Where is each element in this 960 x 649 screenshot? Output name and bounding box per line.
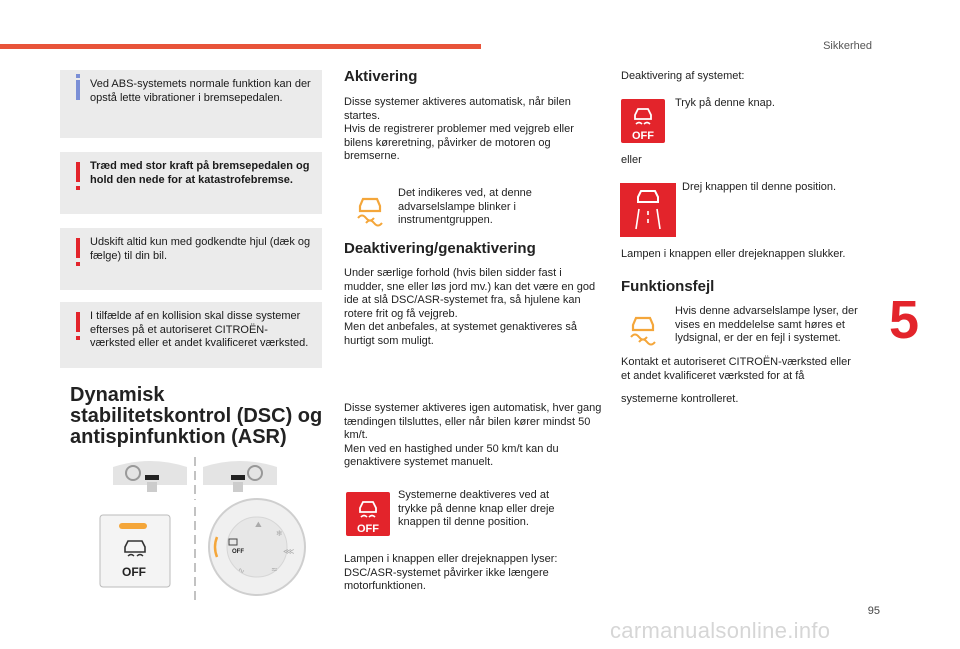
dashboard-steering-wheel-icon	[203, 461, 277, 492]
deaktivering-text: Under særlige forhold (hvis bilen sidder fast i mudder, sne eller løs jord mv.) kan det være en god ide at slå DSC/ASR-systemet fra, så hjulene kan rotere frit og få vejgreb. Men det anbefales, at systemet genaktiveres så hurtigt som muligt.	[344, 267, 596, 347]
turn-knob-text: Drej knappen til denne position.	[682, 181, 837, 193]
svg-text:OFF: OFF	[357, 523, 379, 535]
warning-notice	[60, 302, 322, 368]
lamp-on-text: Lampen i knappen eller drejeknappen lyser: DSC/ASR-systemet påvirker ikke længere motorfunktionen.	[344, 553, 558, 592]
contact-workshop-text: Kontakt et autoriseret CITROËN-værksted eller et andet kvalificeret værksted for at få	[621, 356, 851, 382]
press-button-text: Tryk på denne knap.	[675, 97, 775, 109]
header-accent-bar	[0, 44, 481, 49]
svg-text:⛰: ⛰	[255, 520, 262, 529]
warning-icon	[76, 162, 80, 182]
section-title: Sikkerhed	[823, 40, 872, 52]
esc-off-button-icon	[621, 99, 665, 143]
knob-off-position-icon	[620, 183, 676, 237]
or-text: eller	[621, 154, 642, 166]
dashboard-controls-illustration	[95, 455, 325, 605]
svg-text:∿: ∿	[238, 566, 245, 575]
fault-text: Hvis denne advarselslampe lyser, der vises en meddelelse samt høres et lydsignal, er der en fejl i systemet.	[675, 305, 858, 344]
aktivering-heading: Aktivering	[344, 68, 418, 85]
dashboard-steering-wheel-icon	[113, 461, 187, 492]
info-notice	[60, 70, 322, 138]
lamp-blink-text: Det indikeres ved, at denne advarselslampe blinker i instrumentgruppen.	[398, 187, 532, 226]
svg-text:⋘: ⋘	[283, 547, 295, 556]
info-icon	[76, 80, 80, 100]
warning-notice	[60, 228, 322, 290]
watermark: carmanualsonline.info	[610, 618, 831, 643]
esc-off-button-icon	[346, 492, 390, 536]
check-systems-text: systemerne kontrolleret.	[621, 393, 739, 405]
deaktivering-heading: Deaktivering/genaktivering	[344, 240, 536, 257]
warning-notice	[60, 152, 322, 214]
svg-text:❄: ❄	[276, 529, 283, 538]
off-deactivate-text: Systemerne deaktiveres ved at trykke på denne knap eller dreje knappen til denne position.	[398, 489, 555, 528]
off-label: OFF	[122, 565, 146, 579]
notice-text: Ved ABS-systemets normale funktion kan der opstå lette vibrationer i bremsepedalen.	[90, 78, 311, 104]
notice-text: I tilfælde af en kollision skal disse systemer efterses på et autoriseret CITROËN-værksted eller et andet kvalificeret værksted.	[90, 310, 309, 349]
funktionsfejl-heading: Funktionsfejl	[621, 278, 715, 295]
deactivation-label: Deaktivering af systemet:	[621, 70, 745, 82]
skid-warning-lamp-icon	[625, 311, 661, 347]
esc-off-button	[100, 515, 170, 587]
warning-icon	[76, 238, 80, 258]
chapter-number: 5	[889, 290, 920, 350]
notice-text: Udskift altid kun med godkendte hjul (dæk og fælge) til din bil.	[90, 236, 311, 262]
off-label: OFF	[232, 549, 244, 555]
main-title: Dynamisk stabilitetskontrol (DSC) og antispinfunktion (ASR)	[70, 384, 323, 448]
terrain-mode-knob	[209, 499, 305, 595]
lamp-off-text: Lampen i knappen eller drejeknappen slukker.	[621, 248, 846, 260]
notice-text: Træd med stor kraft på bremsepedalen og hold den nede for at katastrofebremse.	[90, 160, 310, 186]
warning-icon	[76, 312, 80, 332]
svg-text:OFF: OFF	[632, 130, 654, 142]
svg-text:≈: ≈	[271, 565, 278, 574]
reactivation-text: Disse systemer aktiveres igen automatisk, hver gang tændingen tilsluttes, eller når bilen kører mindst 50 km/t. Men ved en hastighed under 50 km/t kan du genaktivere systemet manuelt.	[344, 402, 602, 468]
aktivering-text: Disse systemer aktiveres automatisk, når bilen startes. Hvis de registrerer problemer med vejgreb eller bilens køreretning, påvirker de motoren og bremserne.	[344, 96, 574, 162]
skid-warning-lamp-icon	[352, 192, 388, 228]
page-number: 95	[867, 605, 880, 617]
